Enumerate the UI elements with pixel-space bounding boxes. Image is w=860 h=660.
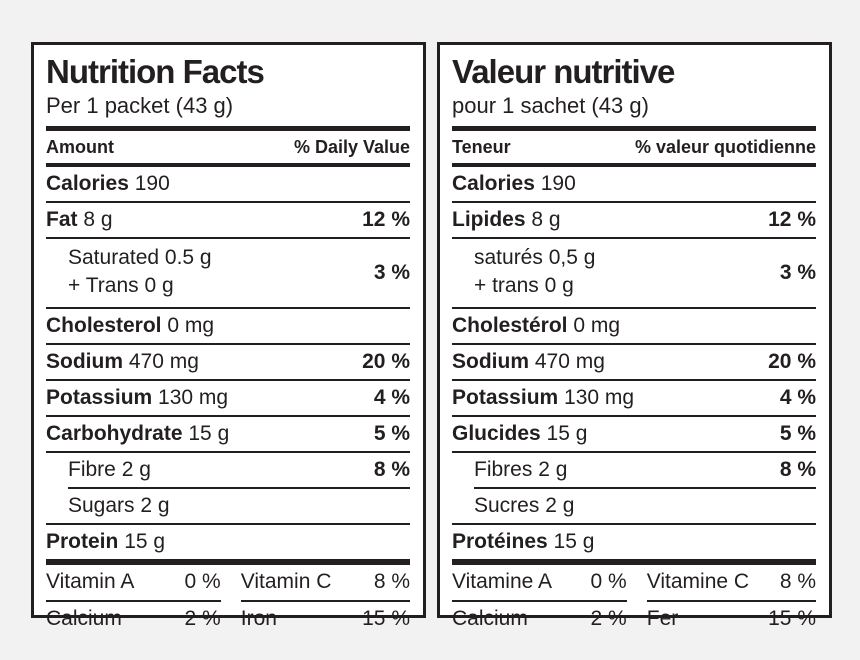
nutrient-amount: 190 bbox=[540, 171, 576, 195]
nutrient-amount: 15 g bbox=[124, 530, 166, 554]
nutrition-facts-panel-en bbox=[31, 42, 426, 631]
trans-line: + trans 0 g bbox=[474, 274, 574, 298]
nutrient-name bbox=[46, 494, 170, 517]
nutrient-label: Sucres bbox=[474, 493, 540, 517]
vitamin-label: Vitamin A bbox=[46, 570, 135, 594]
saturated-line: saturés 0,5 g bbox=[474, 245, 596, 269]
nutrient-row-fibres bbox=[452, 453, 816, 487]
nutrient-label: Calories bbox=[452, 171, 535, 195]
nutrient-row-glucides bbox=[452, 417, 816, 451]
nutrient-amount: 2 g bbox=[140, 493, 170, 517]
vitamin-row-1 bbox=[452, 565, 816, 602]
daily-value: 4 % bbox=[373, 385, 410, 409]
vitamin-label: Calcium bbox=[452, 607, 528, 631]
calories-row bbox=[46, 167, 410, 201]
nutrient-amount: 130 mg bbox=[564, 385, 635, 409]
nutrient-label: Cholestérol bbox=[452, 313, 568, 337]
fer-cell bbox=[647, 602, 816, 637]
nutrition-facts-panel-fr bbox=[437, 42, 832, 631]
column-header-fr bbox=[452, 131, 816, 163]
amount-column-label: Teneur bbox=[452, 136, 511, 157]
daily-value-column-label: % Daily Value bbox=[293, 136, 410, 157]
nutrient-label: Protéines bbox=[452, 530, 548, 554]
daily-value: 3 % bbox=[373, 260, 410, 284]
nutrient-row-fibre bbox=[46, 453, 410, 487]
vitamin-value: 2 % bbox=[184, 607, 221, 631]
nutrient-row-proteines bbox=[452, 525, 816, 559]
nutrient-amount: 2 g bbox=[538, 457, 568, 481]
nutrient-label: Fat bbox=[46, 207, 78, 231]
calories-row bbox=[452, 167, 816, 201]
nutrient-label: Sugars bbox=[68, 493, 135, 517]
daily-value: 20 % bbox=[768, 349, 816, 373]
saturated-line: Saturated 0.5 g bbox=[68, 245, 212, 269]
nutrient-name bbox=[452, 314, 620, 337]
daily-value: 5 % bbox=[779, 421, 816, 445]
vitamin-value: 0 % bbox=[590, 570, 627, 594]
vitamin-label: Vitamine C bbox=[646, 570, 750, 594]
column-header-en bbox=[46, 131, 410, 163]
amount-column-label: Amount bbox=[46, 136, 114, 157]
nutrient-name bbox=[46, 314, 214, 337]
vitamin-row-1 bbox=[46, 565, 410, 602]
nutrient-amount: 8 g bbox=[83, 207, 113, 231]
nutrient-amount: 470 mg bbox=[534, 349, 605, 373]
nutrient-row-sodium bbox=[46, 345, 410, 379]
vitamin-label: Vitamin C bbox=[240, 570, 332, 594]
nutrient-row-sodium bbox=[452, 345, 816, 379]
vitamin-value: 8 % bbox=[373, 570, 410, 594]
daily-value: 12 % bbox=[768, 207, 816, 231]
serving-size-fr: pour 1 sachet (43 g) bbox=[452, 93, 649, 119]
vitamin-value: 0 % bbox=[184, 570, 221, 594]
nutrient-label: Fibre bbox=[68, 457, 116, 481]
vitamin-value: 15 % bbox=[362, 607, 410, 631]
nutrient-name bbox=[452, 494, 574, 517]
nutrient-row-fat bbox=[46, 203, 410, 237]
vitamin-label: Iron bbox=[240, 607, 277, 631]
nutrient-amount: 2 g bbox=[545, 493, 575, 517]
nutrient-row-potassium bbox=[46, 381, 410, 415]
vitamin-value: 8 % bbox=[779, 570, 816, 594]
calcium-cell bbox=[452, 602, 627, 637]
vitamine-c-cell bbox=[647, 565, 816, 602]
nutrient-label: Glucides bbox=[452, 421, 541, 445]
nutrient-row-potassium bbox=[452, 381, 816, 415]
nutrient-label: Lipides bbox=[452, 207, 526, 231]
vitamin-label: Calcium bbox=[46, 607, 122, 631]
nutrient-amount: 8 g bbox=[531, 207, 561, 231]
nutrient-amount: 15 g bbox=[546, 421, 588, 445]
nutrient-name bbox=[46, 422, 229, 445]
vitamin-label: Fer bbox=[646, 607, 679, 631]
nutrient-row-sugars bbox=[46, 489, 410, 523]
nutrient-name bbox=[452, 530, 594, 553]
daily-value: 8 % bbox=[373, 457, 410, 481]
nutrient-label: Sodium bbox=[46, 349, 123, 373]
serving-size-en: Per 1 packet (43 g) bbox=[46, 93, 234, 119]
daily-value: 12 % bbox=[362, 207, 410, 231]
nutrient-name bbox=[452, 386, 634, 409]
nutrient-amount: 130 mg bbox=[158, 385, 229, 409]
nutrient-row-protein bbox=[46, 525, 410, 559]
vitamin-row-2 bbox=[46, 602, 410, 637]
nutrient-label: Sodium bbox=[452, 349, 529, 373]
nutrient-label: Potassium bbox=[452, 385, 559, 409]
nutrient-row-carbohydrate bbox=[46, 417, 410, 451]
nutrient-name bbox=[452, 350, 605, 373]
nutrient-name bbox=[452, 422, 587, 445]
vitamine-a-cell bbox=[452, 565, 627, 602]
nutrient-row-satures-trans bbox=[452, 239, 816, 307]
nutrient-amount: 470 mg bbox=[128, 349, 199, 373]
vitamin-value: 15 % bbox=[768, 607, 816, 631]
nutrient-name bbox=[46, 172, 170, 195]
nutrient-name bbox=[46, 244, 212, 301]
trans-line: + Trans 0 g bbox=[68, 274, 174, 298]
vitamin-row-2 bbox=[452, 602, 816, 637]
nutrient-label: Fibres bbox=[474, 457, 533, 481]
nutrient-row-cholesterol bbox=[452, 309, 816, 343]
nutrient-amount: 15 g bbox=[553, 530, 595, 554]
nutrient-label: Cholesterol bbox=[46, 313, 162, 337]
nutrient-label: Potassium bbox=[46, 385, 153, 409]
daily-value: 4 % bbox=[779, 385, 816, 409]
iron-cell bbox=[241, 602, 410, 637]
nutrient-amount: 2 g bbox=[121, 457, 151, 481]
nutrient-row-saturated-trans bbox=[46, 239, 410, 307]
nutrient-name bbox=[452, 172, 576, 195]
nutrient-name bbox=[46, 350, 199, 373]
nutrient-amount: 190 bbox=[134, 171, 170, 195]
nutrient-amount: 15 g bbox=[188, 421, 230, 445]
nutrient-amount: 0 mg bbox=[167, 313, 215, 337]
nutrient-row-lipides bbox=[452, 203, 816, 237]
vitamin-label: Vitamine A bbox=[452, 570, 553, 594]
nutrient-name bbox=[46, 458, 151, 481]
nutrient-amount: 0 mg bbox=[573, 313, 621, 337]
panel-title-fr: Valeur nutritive bbox=[452, 53, 675, 90]
nutrient-name bbox=[46, 208, 113, 231]
calcium-cell bbox=[46, 602, 221, 637]
daily-value: 20 % bbox=[362, 349, 410, 373]
vitamin-value: 2 % bbox=[590, 607, 627, 631]
nutrient-label: Protein bbox=[46, 530, 119, 554]
nutrient-label: Carbohydrate bbox=[46, 421, 183, 445]
vitamin-a-cell bbox=[46, 565, 221, 602]
nutrient-label: Calories bbox=[46, 171, 129, 195]
nutrient-name bbox=[452, 458, 567, 481]
nutrient-name bbox=[46, 386, 228, 409]
daily-value-column-label: % valeur quotidienne bbox=[634, 136, 816, 157]
panel-title-en: Nutrition Facts bbox=[46, 53, 264, 90]
nutrient-name bbox=[452, 244, 595, 301]
nutrient-row-cholesterol bbox=[46, 309, 410, 343]
daily-value: 5 % bbox=[373, 421, 410, 445]
nutrient-name bbox=[452, 208, 561, 231]
daily-value: 3 % bbox=[779, 260, 816, 284]
vitamin-c-cell bbox=[241, 565, 410, 602]
nutrient-name bbox=[46, 530, 165, 553]
nutrient-row-sucres bbox=[452, 489, 816, 523]
daily-value: 8 % bbox=[779, 457, 816, 481]
